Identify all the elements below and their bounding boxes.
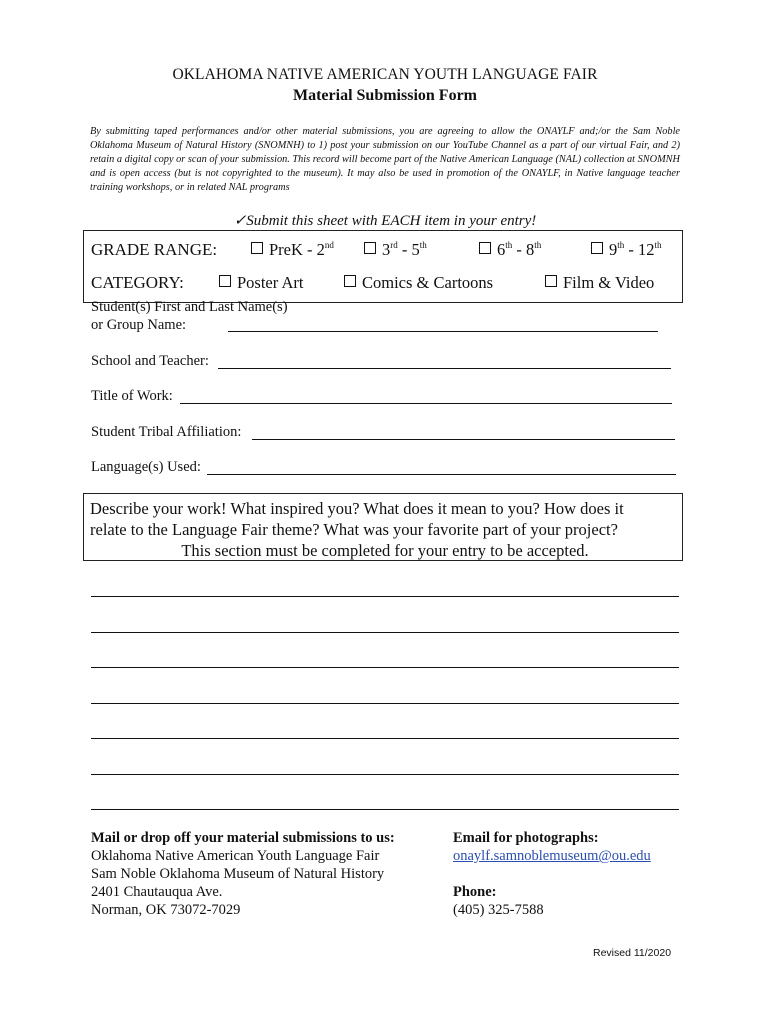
answer-line[interactable] [91, 667, 679, 668]
submit-note: ✓Submit this sheet with EACH item in your entry! [233, 213, 537, 229]
answer-line[interactable] [91, 809, 679, 810]
grade-option-9-12[interactable]: 9th - 12th [591, 240, 662, 260]
checkbox-icon[interactable] [591, 242, 603, 254]
title-of-work-label: Title of Work: [91, 388, 173, 404]
mail-line-3: 2401 Chautauqua Ave. [91, 884, 223, 900]
contact-block [453, 829, 651, 919]
grade-option-6-8[interactable]: 6th - 8th [479, 240, 541, 260]
category-option-comics[interactable]: Comics & Cartoons [344, 273, 493, 293]
student-name-input[interactable] [228, 331, 658, 332]
mail-heading: Mail or drop off your material submissions to us: [91, 830, 395, 846]
describe-prompt-line-2: relate to the Language Fair theme? What was your favorite part of your project? [90, 520, 618, 539]
title-of-work-input[interactable] [180, 403, 672, 404]
student-name-label-1: Student(s) First and Last Name(s) [91, 299, 288, 315]
form-subtitle: Material Submission Form [293, 87, 477, 104]
answer-line[interactable] [91, 596, 679, 597]
answer-line[interactable] [91, 774, 679, 775]
category-option-poster-art[interactable]: Poster Art [219, 273, 303, 293]
checkbox-icon[interactable] [545, 275, 557, 287]
phone-heading: Phone: [453, 884, 497, 900]
describe-requirement: This section must be completed for your entry to be accepted. [181, 541, 589, 560]
grade-option-3-5[interactable]: 3rd - 5th [364, 240, 427, 260]
languages-used-label: Language(s) Used: [91, 459, 201, 475]
form-title: OKLAHOMA NATIVE AMERICAN YOUTH LANGUAGE FAIR [172, 66, 598, 83]
checkbox-icon[interactable] [251, 242, 263, 254]
checkbox-icon[interactable] [344, 275, 356, 287]
checkbox-icon[interactable] [219, 275, 231, 287]
email-heading: Email for photographs: [453, 830, 599, 846]
checkbox-icon[interactable] [479, 242, 491, 254]
category-label: CATEGORY: [91, 273, 184, 292]
mail-block [91, 829, 395, 919]
school-teacher-input[interactable] [218, 368, 671, 369]
grade-option-prek-2[interactable]: PreK - 2nd [251, 240, 334, 260]
category-option-film-video[interactable]: Film & Video [545, 273, 654, 293]
tribal-affiliation-input[interactable] [252, 439, 675, 440]
answer-line[interactable] [91, 632, 679, 633]
revised-date: Revised 11/2020 [593, 947, 672, 959]
grade-range-label: GRADE RANGE: [91, 240, 218, 259]
languages-used-input[interactable] [207, 474, 676, 475]
student-name-label-2: or Group Name: [91, 317, 187, 333]
school-teacher-label: School and Teacher: [91, 353, 209, 369]
phone-number: (405) 325-7588 [453, 902, 544, 918]
checkbox-icon[interactable] [364, 242, 376, 254]
consent-paragraph: By submitting taped performances and/or other material submissions, you are agreeing to allow the ONAYLF and;/or the Sam Noble Oklahoma Museum of Natural History (SNOMNH) to 1) post your submission on our YouTube Channel as a part of our virtual Fair, and 2) retain a digital copy or scan of your submission. This record will become part of the Native American Language (NAL) collection at SNOMNH and is open access (but is not copyrighted to the museum). It may also be used in promotion of the ONAYLF, in Native language teacher training workshops, or in related NAL programs [90, 126, 680, 193]
mail-line-2: Sam Noble Oklahoma Museum of Natural History [91, 866, 385, 882]
answer-line[interactable] [91, 703, 679, 704]
describe-prompt-line-1: Describe your work! What inspired you? What does it mean to you? How does it [90, 499, 624, 518]
answer-line[interactable] [91, 738, 679, 739]
mail-line-1: Oklahoma Native American Youth Language Fair [91, 848, 380, 864]
tribal-affiliation-label: Student Tribal Affiliation: [91, 424, 242, 440]
email-link[interactable]: onaylf.samnoblemuseum@ou.edu [453, 848, 651, 864]
mail-line-4: Norman, OK 73072-7029 [91, 902, 241, 918]
